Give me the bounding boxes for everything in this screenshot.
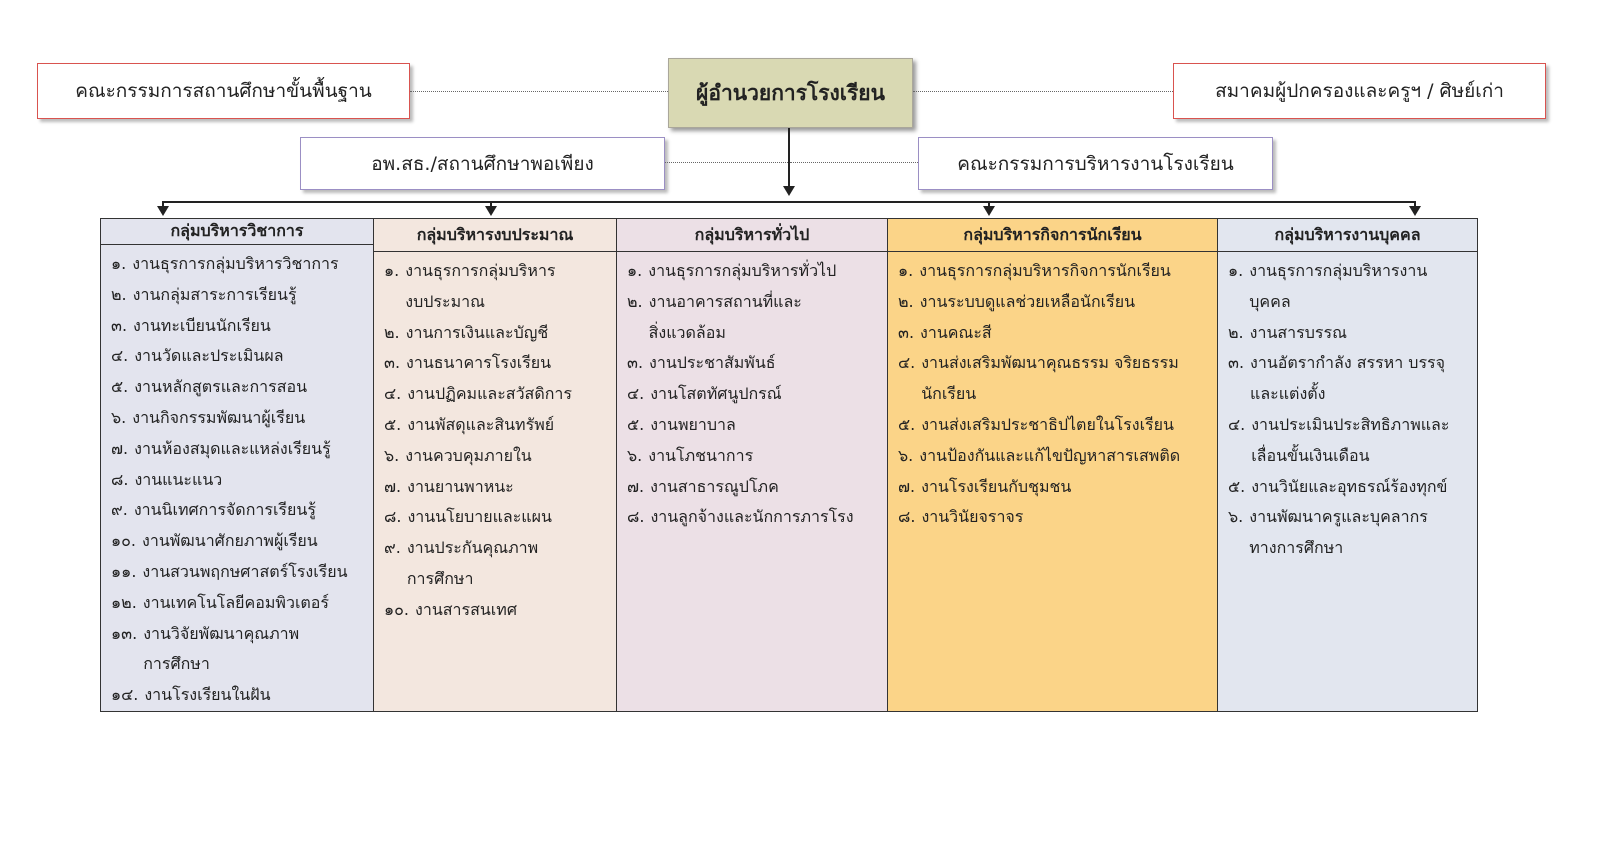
group-task-list — [1218, 252, 1477, 564]
task-number: ๑. — [384, 261, 400, 280]
task-item — [111, 403, 367, 434]
task-item — [384, 472, 610, 503]
task-item — [384, 410, 610, 441]
task-text-line: งานพยาบาล — [650, 414, 736, 434]
to-personnel-arrow — [1409, 206, 1421, 216]
task-text — [128, 495, 316, 526]
task-number: ๕. — [1228, 476, 1246, 496]
task-text-line: งานประเมินประสิทธิภาพและ — [1251, 414, 1450, 434]
task-item — [898, 441, 1211, 472]
task-text — [137, 588, 329, 619]
task-number: ๑. — [898, 261, 914, 280]
sufficiency-school-box — [300, 137, 665, 190]
task-text-line: งานปฏิคมและสวัสดิการ — [407, 384, 572, 404]
task-text-line: งานกิจกรรมพัฒนาผู้เรียน — [132, 408, 306, 428]
task-item — [898, 472, 1211, 503]
task-text — [399, 256, 555, 318]
task-text-line: งานสวนพฤกษศาสตร์โรงเรียน — [142, 562, 348, 582]
parents-teachers-alumni-label: สมาคมผู้ปกครองและครูฯ / ศิษย์เก่า — [1215, 80, 1504, 102]
task-text-line: การศึกษา — [143, 654, 210, 674]
school-admin-committee-box — [918, 137, 1273, 190]
task-text-line: บุคคล — [1249, 291, 1291, 311]
task-number: ๘. — [384, 507, 402, 527]
task-text — [401, 502, 552, 533]
task-text — [136, 526, 318, 557]
task-number: ๕. — [898, 414, 916, 434]
task-text-line: งานเทคโนโลยีคอมพิวเตอร์ — [142, 592, 330, 612]
task-text — [136, 557, 347, 588]
task-number: ๖. — [898, 445, 914, 465]
task-number: ๑. — [111, 254, 127, 274]
task-item — [627, 502, 881, 533]
task-item — [1228, 502, 1471, 564]
school-director-box — [668, 58, 913, 128]
task-number: ๖. — [384, 445, 400, 465]
task-text-line: งานสารบรรณ — [1249, 322, 1347, 342]
task-number: ๑๒. — [111, 592, 137, 612]
task-text — [913, 441, 1180, 472]
group-title: กลุ่มบริหารทั่วไป — [617, 219, 887, 252]
task-text-line: งานหลักสูตรและการสอน — [134, 377, 308, 397]
task-number: ๖. — [111, 408, 127, 428]
task-text — [128, 434, 331, 465]
task-text-line: งานอัตรากำลัง สรรหา บรรจุ — [1250, 353, 1446, 373]
task-text — [401, 533, 538, 595]
task-item — [111, 588, 367, 619]
task-text-line: งานลูกจ้างและนักการภารโรง — [650, 507, 854, 527]
task-text-line: งานวินัยจราจร — [921, 507, 1024, 527]
task-item — [111, 526, 367, 557]
task-text-line: และแต่งตั้ง — [1250, 384, 1326, 404]
task-item — [627, 441, 881, 472]
basic-education-committee-label: คณะกรรมการสถานศึกษาขั้นพื้นฐาน — [75, 80, 372, 102]
task-text-line: งานธุรการกลุ่มบริหารทั่วไป — [648, 261, 837, 280]
director-down-arrow — [783, 186, 795, 196]
task-number: ๑. — [627, 261, 643, 280]
task-text-line: งานคณะสี — [920, 322, 992, 342]
task-number: ๗. — [111, 438, 129, 458]
task-text — [1243, 256, 1427, 318]
to-student-arrow — [983, 206, 995, 216]
task-number: ๒. — [898, 291, 914, 311]
task-item — [627, 410, 881, 441]
task-item — [627, 348, 881, 379]
group-task-list — [888, 252, 1217, 533]
task-text-line: งานป้องกันและแก้ไขปัญหาสารเสพติด — [919, 445, 1181, 465]
task-number: ๒. — [111, 284, 127, 304]
task-number: ๑. — [1228, 261, 1244, 280]
task-text — [644, 502, 853, 533]
task-item — [1228, 256, 1471, 318]
task-item — [111, 680, 367, 711]
task-text-line: งานพัสดุและสินทรัพย์ — [407, 414, 555, 434]
task-text-line: งานพัฒนาครูและบุคลากร — [1249, 507, 1428, 527]
task-item — [898, 502, 1211, 533]
task-number: ๙. — [111, 500, 128, 520]
task-number: ๕. — [111, 377, 129, 397]
task-text-line: ทางการศึกษา — [1249, 538, 1344, 558]
task-item — [111, 619, 367, 681]
task-text — [1244, 348, 1445, 410]
to-academic-arrow — [157, 206, 169, 216]
task-item — [1228, 472, 1471, 503]
basic-education-committee-box — [37, 63, 410, 119]
task-item — [384, 256, 610, 318]
task-item — [384, 348, 610, 379]
task-number: ๓. — [627, 353, 644, 373]
task-text — [1245, 410, 1449, 472]
task-text — [128, 372, 307, 403]
group-task-list — [101, 245, 373, 711]
admin-groups-table — [100, 218, 1478, 712]
task-item — [111, 249, 367, 280]
task-text — [643, 348, 775, 379]
task-number: ๔. — [1228, 414, 1246, 434]
task-number: ๒. — [1228, 322, 1244, 342]
task-item — [111, 557, 367, 588]
task-text-line: งานโรงเรียนกับชุมชน — [921, 476, 1072, 496]
task-number: ๘. — [111, 469, 129, 489]
task-item — [898, 256, 1211, 287]
group-personnel — [1218, 219, 1477, 711]
task-text — [913, 256, 1171, 287]
task-text-line: งานทะเบียนนักเรียน — [133, 315, 271, 335]
task-item — [1228, 410, 1471, 472]
task-text — [401, 379, 572, 410]
task-number: ๓. — [898, 322, 915, 342]
task-text — [643, 287, 802, 349]
task-text-line: งานส่งเสริมพัฒนาคุณธรรม จริยธรรม — [921, 353, 1179, 373]
task-item — [111, 495, 367, 526]
group-academic — [101, 219, 374, 711]
task-number: ๒. — [384, 322, 400, 342]
group-budget — [374, 219, 617, 711]
task-text — [1244, 318, 1347, 349]
task-item — [627, 256, 881, 287]
task-item — [111, 465, 367, 496]
task-number: ๑๑. — [111, 562, 137, 582]
task-text — [914, 287, 1135, 318]
task-text-line: งานประกันคุณภาพ — [406, 538, 539, 558]
task-item — [627, 379, 881, 410]
task-item — [111, 280, 367, 311]
task-item — [111, 341, 367, 372]
task-text-line: งานโรงเรียนในฝัน — [144, 685, 271, 705]
task-text — [128, 341, 283, 372]
task-item — [111, 434, 367, 465]
task-text-line: งานห้องสมุดและแหล่งเรียนรู้ — [134, 438, 331, 458]
task-text — [127, 280, 297, 311]
task-text-line: งานการเงินและบัญชี — [405, 322, 549, 342]
school-admin-committee-label: คณะกรรมการบริหารงานโรงเรียน — [957, 152, 1234, 175]
task-text — [644, 379, 781, 410]
task-text — [401, 472, 514, 503]
task-text-line: งานยานพาหนะ — [407, 476, 514, 496]
task-text-line: งานสาธารณูปโภค — [650, 476, 779, 496]
task-item — [384, 318, 610, 349]
task-text — [400, 318, 549, 349]
task-number: ๑๐. — [384, 599, 410, 619]
task-text — [128, 465, 222, 496]
task-text — [126, 403, 305, 434]
task-text-line: เลื่อนขั้นเงินเดือน — [1251, 445, 1370, 465]
task-number: ๑๐. — [111, 531, 137, 551]
task-text-line: สิ่งแวดล้อม — [648, 322, 726, 342]
task-item — [111, 372, 367, 403]
group-title: กลุ่มบริหารงบประมาณ — [374, 219, 616, 252]
task-text-line: งานธุรการกลุ่มบริหารงาน — [1249, 261, 1428, 280]
distribution-line — [162, 201, 1416, 203]
task-text-line: งานวิจัยพัฒนาคุณภาพ — [143, 623, 300, 643]
task-text-line: งานโภชนาการ — [648, 445, 754, 465]
task-text — [915, 410, 1174, 441]
task-text — [915, 502, 1023, 533]
task-item — [627, 287, 881, 349]
task-text-line: งานพัฒนาศักยภาพผู้เรียน — [142, 531, 318, 551]
sufficiency-school-label: อพ.สธ./สถานศึกษาพอเพียง — [371, 152, 594, 175]
task-text-line: งานวินัยและอุทธรณ์ร้องทุกข์ — [1251, 476, 1448, 496]
task-text — [915, 472, 1071, 503]
task-number: ๘. — [627, 507, 645, 527]
task-number: ๓. — [111, 315, 128, 335]
task-text-line: งานส่งเสริมประชาธิปไตยในโรงเรียน — [921, 414, 1174, 434]
group-general — [617, 219, 888, 711]
task-text-line: งานสารสนเทศ — [415, 599, 517, 619]
task-text-line: งานกลุ่มสาระการเรียนรู้ — [132, 284, 297, 304]
task-item — [384, 533, 610, 595]
task-item — [898, 287, 1211, 318]
task-item — [627, 472, 881, 503]
task-number: ๗. — [627, 476, 645, 496]
to-budget-arrow — [485, 206, 497, 216]
director-down-line — [788, 128, 790, 188]
task-text-line: งานนิเทศการจัดการเรียนรู้ — [133, 500, 316, 520]
task-text — [642, 256, 836, 287]
group-task-list — [617, 252, 887, 533]
task-text — [644, 472, 779, 503]
group-task-list — [374, 252, 616, 626]
task-number: ๔. — [111, 346, 129, 366]
task-number: ๒. — [627, 291, 643, 311]
task-number: ๖. — [1228, 507, 1244, 527]
task-text — [127, 311, 271, 342]
task-text — [1243, 502, 1428, 564]
task-number: ๗. — [384, 476, 402, 496]
task-item — [1228, 348, 1471, 410]
task-number: ๖. — [627, 445, 643, 465]
task-item — [384, 595, 610, 626]
task-text — [138, 680, 270, 711]
task-text — [914, 318, 992, 349]
group-title: กลุ่มบริหารวิชาการ — [101, 219, 373, 245]
task-number: ๘. — [898, 507, 916, 527]
task-text — [400, 348, 551, 379]
task-item — [1228, 318, 1471, 349]
task-number: ๕. — [627, 414, 645, 434]
task-text-line: งานระบบดูแลช่วยเหลือนักเรียน — [919, 291, 1136, 311]
task-item — [898, 348, 1211, 410]
task-text — [1245, 472, 1447, 503]
task-number: ๔. — [384, 384, 402, 404]
task-text — [399, 441, 531, 472]
task-text — [401, 410, 554, 441]
task-text — [137, 619, 299, 681]
task-text-line: งานโสตทัศนูปกรณ์ — [650, 384, 782, 404]
task-number: ๗. — [898, 476, 916, 496]
task-item — [384, 379, 610, 410]
task-item — [384, 502, 610, 533]
task-text — [126, 249, 338, 280]
connector-sub-right-dotted — [790, 162, 918, 163]
school-director-label: ผู้อำนวยการโรงเรียน — [696, 80, 885, 105]
task-item — [384, 441, 610, 472]
group-title: กลุ่มบริหารงานบุคคล — [1218, 219, 1477, 252]
task-number: ๑๔. — [111, 685, 139, 705]
task-text — [642, 441, 753, 472]
task-text — [915, 348, 1179, 410]
task-text — [644, 410, 736, 441]
task-number: ๓. — [384, 353, 401, 373]
task-text-line: การศึกษา — [406, 568, 474, 588]
group-student-affairs — [888, 219, 1218, 711]
task-text-line: งานควบคุมภายใน — [405, 445, 532, 465]
task-text-line: งานธนาคารโรงเรียน — [406, 353, 552, 373]
task-text-line: งานธุรการกลุ่มบริหารกิจการนักเรียน — [919, 261, 1171, 280]
task-text-line: งานประชาสัมพันธ์ — [649, 353, 776, 373]
task-text-line: งานธุรการกลุ่มบริหาร — [405, 261, 556, 280]
group-title: กลุ่มบริหารกิจการนักเรียน — [888, 219, 1217, 252]
task-text-line: งานธุรการกลุ่มบริหารวิชาการ — [132, 254, 339, 274]
task-number: ๓. — [1228, 353, 1245, 373]
task-item — [111, 311, 367, 342]
task-number: ๔. — [898, 353, 916, 373]
task-text-line: งานแนะแนว — [134, 469, 223, 489]
task-text-line: งานนโยบายและแผน — [407, 507, 552, 527]
task-number: ๙. — [384, 538, 401, 558]
task-item — [898, 410, 1211, 441]
task-text-line: งบประมาณ — [405, 291, 485, 311]
task-item — [898, 318, 1211, 349]
task-text-line: งานอาคารสถานที่และ — [648, 291, 802, 311]
task-text-line: งานวัดและประเมินผล — [134, 346, 284, 366]
connector-right-dotted — [913, 91, 1173, 92]
parents-teachers-alumni-box — [1173, 63, 1546, 119]
task-text-line: นักเรียน — [921, 384, 977, 404]
task-number: ๕. — [384, 414, 402, 434]
connector-sub-left-dotted — [665, 162, 788, 163]
connector-left-dotted — [410, 91, 668, 92]
task-text — [409, 595, 517, 626]
task-number: ๑๓. — [111, 623, 138, 643]
task-number: ๔. — [627, 384, 645, 404]
